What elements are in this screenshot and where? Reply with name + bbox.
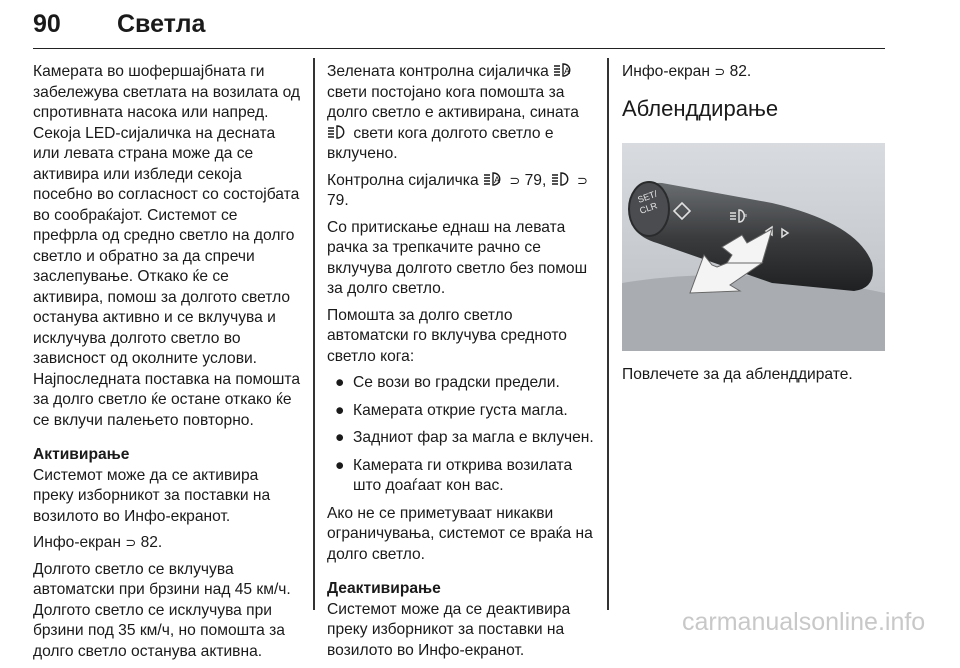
- page-ref-icon: ⊃: [125, 535, 137, 550]
- paragraph: Системот може да се деактивира преку изборникот за поставки на возилото во Инфо-екранот.: [327, 600, 571, 659]
- clr-label: CLR: [638, 200, 659, 216]
- column-divider: [607, 58, 609, 610]
- high-beam-icon: [327, 124, 349, 140]
- svg-text:A: A: [564, 66, 571, 76]
- svg-text:A: A: [494, 174, 501, 185]
- set-label: SET/: [636, 188, 659, 205]
- bullet-icon: ●: [335, 429, 345, 446]
- section-title: Светла: [117, 10, 206, 38]
- paragraph-ref: Инфо-екран ⊃ 82.: [622, 63, 752, 80]
- bullet-icon: ●: [335, 374, 345, 391]
- column-divider: [313, 58, 315, 610]
- high-beam-assist-icon: [553, 62, 575, 78]
- paragraph: Помошта за долго светло автоматски го вклучува средното светло кога:: [327, 306, 567, 365]
- paragraph: Со притискање еднаш на левата рачка за трепкачите рачно се вклучува долгото светло без помош за долго светло.: [327, 218, 588, 297]
- paragraph: Камерата во шофершајбната ги забележува светлата на возилата од спротивната насока или напред. Секоја LED-сијаличка на десната или левата страна може да се активира или избледи секоја посебно во согласност со состојбата во сообраќајот. Системот се префрла од средно светло на долго светло и обратно за да спречи заслепување. Откако ќе се активира, помош за долгото светло останува активно и се вклучува и исклучува долгото светло во зависност од околните услови. Најпоследната поставка на помошта за долго светло ќе остане откако ќе се вклучи палењето повторно.: [33, 63, 301, 429]
- list-item: ● Камерата открие густа магла.: [327, 401, 595, 422]
- high-beam-assist-icon: [483, 171, 505, 187]
- heading-dipping: Абленддирање: [622, 95, 779, 121]
- high-beam-icon: [551, 171, 573, 187]
- page-ref-icon: ⊃: [509, 172, 521, 188]
- turn-signal-stalk-image: [622, 143, 885, 351]
- column-1: [33, 62, 303, 668]
- column-2: [327, 62, 595, 667]
- list-item: ● Задниот фар за магла е вклучен.: [327, 428, 595, 449]
- svg-text:≡: ≡: [743, 213, 748, 220]
- stalk-illustration: [622, 143, 885, 351]
- bullet-icon: ●: [335, 401, 345, 419]
- bullet-icon: ●: [335, 456, 345, 474]
- heading-activation: Активирање: [33, 446, 130, 463]
- bullet-list: [327, 373, 595, 497]
- page-ref-icon: ⊃: [714, 64, 726, 79]
- paragraph-indicator: Зелената контролна сијаличка A свети постојано кога помошта за долго светло е активирана, сината свети кога долгото светло е вклучено.: [327, 63, 579, 162]
- list-item: ● Камерата ги открива возилата што доаѓаат кон вас.: [335, 456, 573, 494]
- page-header: [33, 4, 885, 49]
- heading-deactivation: Деактивирање: [327, 580, 441, 597]
- paragraph-ref: Контролна сијаличка A ⊃ 79, ⊃ 79.: [327, 171, 588, 209]
- watermark: carmanualsonline.info: [682, 608, 926, 636]
- page-number: 90: [33, 10, 61, 38]
- column-3: [622, 62, 887, 119]
- list-item: ● Се вози во градски предели.: [327, 373, 595, 394]
- figure-caption: Повлечете за да абленддирате.: [622, 366, 853, 383]
- page-ref-icon: ⊃: [576, 172, 588, 188]
- paragraph-ref: Инфо-екран ⊃ 82.: [33, 534, 163, 551]
- paragraph: Долгото светло се вклучува автоматски при брзини над 45 км/ч. Долгото светло се исклучува при брзини под 35 км/ч, но помошта за долго светло останува активна.: [33, 560, 291, 660]
- paragraph: Системот може да се активира преку изборникот за поставки на возилото во Инфо-екранот.: [33, 466, 271, 525]
- paragraph: Ако не се приметуваат никакви ограничувања, системот се враќа на долго светло.: [327, 504, 593, 563]
